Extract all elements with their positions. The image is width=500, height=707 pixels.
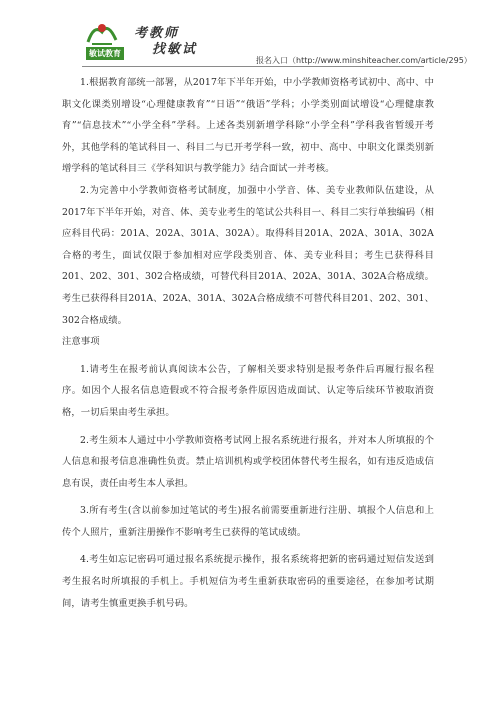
logo-text: 敏试教育	[86, 47, 124, 60]
paragraph-1: 1.根据教育部统一部署，从2017年下半年开始，中小学教师资格考试初中、高中、中职文化课类别增设“心理健康教育”“日语”“俄语”学科；小学类别面试增设“心理健康教育”“信息技术”“小学全科”学科。上述各类别新增学科除“小学全科”学科我省暂缓开考外，其他学科的笔试科目一、科目二与已开考学科一致，初中、高中、中职文化课类别新增学科的笔试科目三《学科知识与教学能力》结合面试一并考核。	[62, 77, 434, 175]
logo-icon	[84, 20, 120, 46]
notice-item-4: 4.考生如忘记密码可通过报名系统提示操作，报名系统将把新的密码通过短信发送到考生报名时所填报的手机上。手机短信为考生重新获取密码的重要途径，在参加考试期间，请考生慎重更换手机号码。	[62, 554, 434, 609]
notice-heading: 注意事项	[62, 336, 100, 348]
registration-entry-link[interactable]: 报名入口（http://www.minshiteacher.com/article/295）	[256, 56, 472, 65]
slogan-line-1: 考教师	[134, 26, 180, 41]
paragraph-2: 2.为完善中小学教师资格考试制度，加强中小学音、体、美专业教师队伍建设，从2017年下半年开始，对音、体、美专业考生的笔试公共科目一、科目二实行单独编码（相应科目代码：201A、202A、301A、302A）。取得科目201A、202A、301A、302A合格的考生，面试仅限于参加相对应学段类别音、体、美专业科目；考生已获得科目201、202、301、302合格成绩，可替代科目201A、202A、301A、302A合格成绩。考生已获得科目201A、202A、301A、302A合格成绩不可替代科目201、202、301、302合格成绩。	[62, 184, 434, 326]
document-body	[62, 72, 434, 614]
header-divider	[82, 66, 424, 67]
notice-item-3: 3.所有考生(含以前参加过笔试的考生)报名前需要重新进行注册、填报个人信息和上传个人照片，重新注册操作不影响考生已获得的笔试成绩。	[62, 505, 434, 538]
notice-item-1: 1.请考生在报考前认真阅读本公告，了解相关要求特别是报考条件后再履行报名程序。如因个人报名信息造假或不符合报考条件原因造成面试、认定等后续环节被取消资格，一切后果由考生承担。	[62, 363, 434, 418]
notice-item-2: 2.考生须本人通过中小学教师资格考试网上报名系统进行报名，并对本人所填报的个人信息和报考信息准确性负责。禁止培训机构或学校团体替代考生报名，如有违反造成信息有误，责任由考生本人承担。	[62, 434, 434, 489]
page-header	[0, 0, 500, 70]
slogan-line-2: 找敏试	[152, 42, 198, 57]
